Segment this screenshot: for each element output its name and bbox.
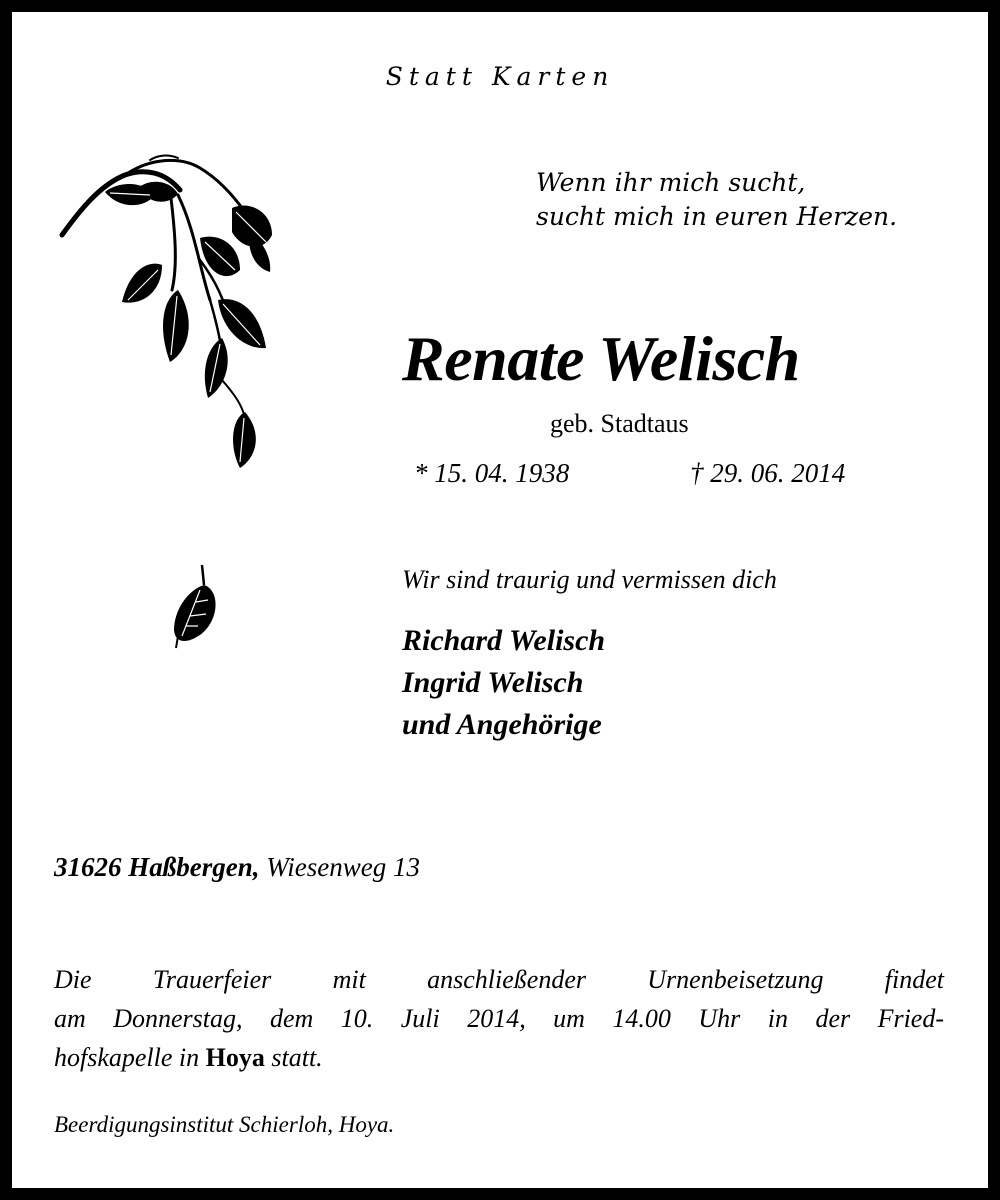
service-line-3-pre: hofskapelle in xyxy=(54,1043,200,1072)
service-line-2: am Donnerstag, dem 10. Juli 2014, um 14.00 Uhr in der Fried- xyxy=(54,1004,944,1033)
service-place: Hoya xyxy=(205,1043,265,1072)
family-member-2: Ingrid Welisch xyxy=(402,666,584,699)
mourning-line: Wir sind traurig und vermissen dich xyxy=(402,565,777,594)
address xyxy=(54,852,420,883)
address-street: Wiesenweg 13 xyxy=(266,852,420,882)
service-line-3 xyxy=(54,1038,944,1077)
maiden-name: geb. Stadtaus xyxy=(550,409,689,438)
undertaker: Beerdigungsinstitut Schierloh, Hoya. xyxy=(54,1112,395,1137)
falling-leaf-icon xyxy=(160,560,230,660)
notice-header: Statt Karten xyxy=(385,62,615,91)
service-notice xyxy=(54,960,944,1077)
verse-line-2: sucht mich in euren Herzen. xyxy=(536,202,898,231)
birth-date: * 15. 04. 1938 xyxy=(414,458,570,488)
service-line-1: Die Trauerfeier mit anschließender Urnenbeisetzung findet xyxy=(54,965,944,994)
address-city: 31626 Haßbergen, xyxy=(54,852,260,882)
deceased-name: Renate Welisch xyxy=(402,323,800,394)
death-date: † 29. 06. 2014 xyxy=(690,458,846,488)
family-member-1: Richard Welisch xyxy=(402,624,606,657)
service-line-3-post: statt. xyxy=(271,1043,323,1072)
family-member-3: und Angehörige xyxy=(402,708,602,741)
verse-line-1: Wenn ihr mich sucht, xyxy=(536,168,806,197)
birch-branch-icon xyxy=(50,150,290,480)
